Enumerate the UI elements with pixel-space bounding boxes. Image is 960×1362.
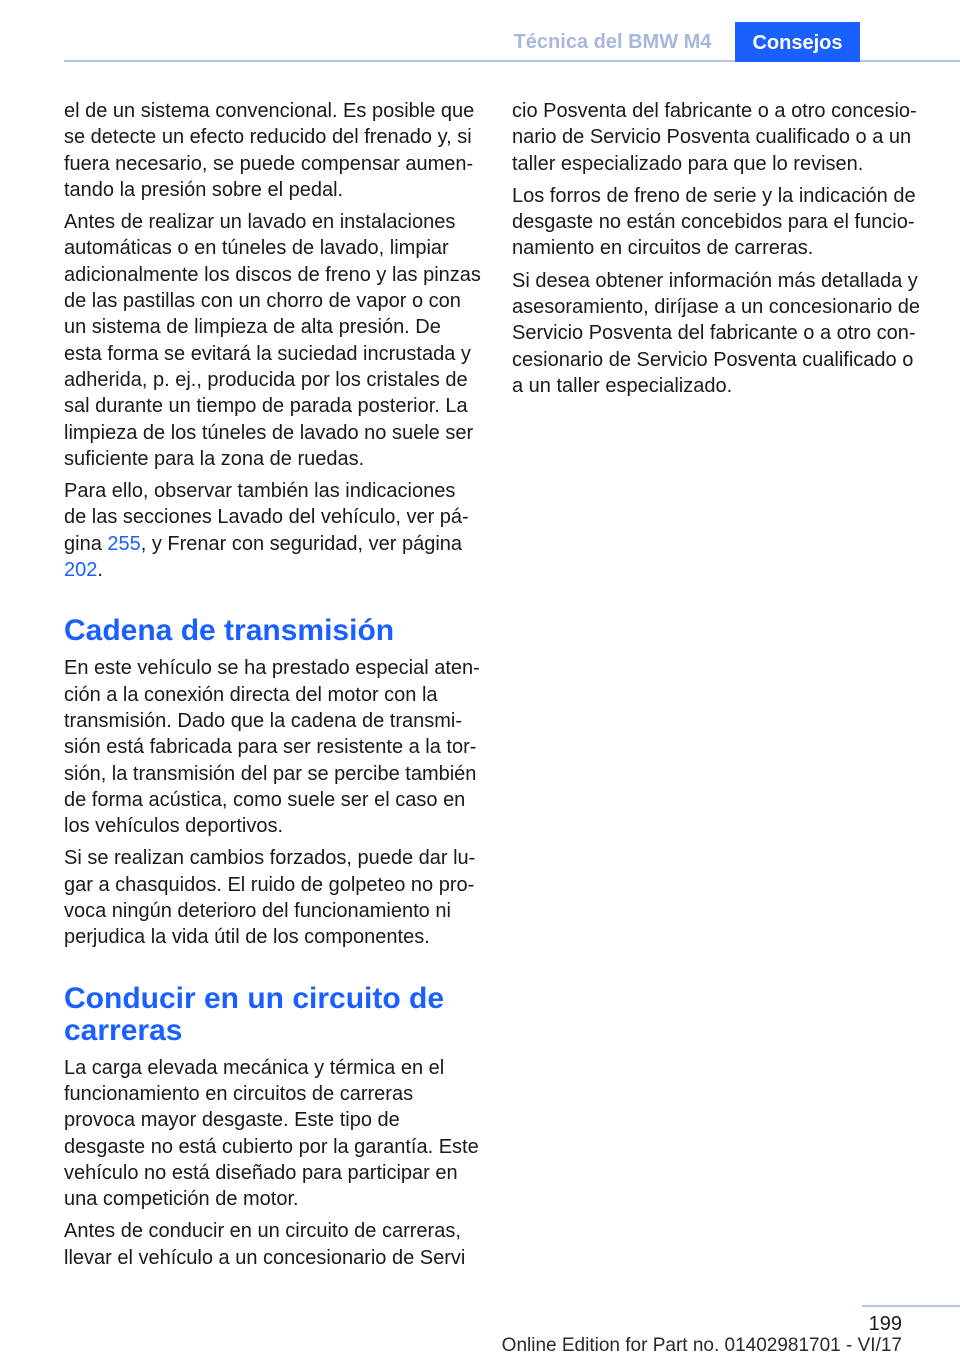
page-link-255[interactable]: 255 <box>107 532 141 555</box>
paragraph-text: . <box>97 559 103 582</box>
page-link-202[interactable]: 202 <box>64 559 98 582</box>
paragraph: Antes de conducir en un circuito de carreras, llevar el vehículo a un concesionario de Servi <box>64 1220 466 1269</box>
paragraph: Si desea obtener información más detallada y asesoramiento, diríjase a un concesionario de Servicio Posventa del fabricante o a otro concesionario de Servicio Posventa cualificado o a un taller especializado. <box>512 269 921 397</box>
paragraph: Los forros de freno de serie y la indicación de desgaste no están concebidos para el funcionamiento en circuitos de carreras. <box>512 184 916 260</box>
paragraph-text: Para ello, observar también las indicaciones de las secciones Lavado del vehículo, ver página <box>64 480 469 555</box>
section-heading: Cadena de transmisión <box>64 614 395 648</box>
edition-note: Online Edition for Part no. 01402981701 - VI/17 <box>501 1335 902 1356</box>
paragraph: Antes de realizar un lavado en instalaciones automáticas o en túneles de lavado, limpiar adicionalmente los discos de freno y las pinzas de las pastillas con un chorro de vapor o con un sistema de limpieza de alta presión. De esta forma se evitará la suciedad incrustada y adherida, p. ej., producida por los cristales de sal durante un tiempo de parada posterior. La limpieza de los túneles de lavado no suele ser suficiente para la zona de ruedas. <box>64 211 481 470</box>
paragraph: La carga elevada mecánica y térmica en el funcionamiento en circuitos de carreras provoca mayor desgaste. Este tipo de desgaste no está cubierto por la garantía. Este vehículo no está diseñado para participar en una competición de motor. <box>64 1056 479 1211</box>
paragraph: En este vehículo se ha prestado especial atención a la conexión directa del motor con la transmisión. Dado que la cadena de transmisión está fabricada para ser resistente a la torsión, la transmisión del par se percibe también de forma acústica, como suele ser el caso en los vehículos deportivos. <box>64 657 480 838</box>
left-column <box>64 98 482 1277</box>
paragraph <box>64 478 482 583</box>
header-chapter-tab: Consejos <box>735 22 860 62</box>
right-column <box>512 98 930 405</box>
paragraph: el de un sistema convencional. Es posible que se detecte un efecto reducido del frenado y, si fuera necesario, se puede compensar aumentando la presión sobre el pedal. <box>64 100 475 201</box>
footer-rule <box>862 1305 960 1307</box>
header-section-title: Técnica del BMW M4 <box>513 31 712 53</box>
paragraph: cio Posventa del fabricante o a otro concesionario de Servicio Posventa cualificado o a un taller especializado para que lo revisen. <box>512 100 917 175</box>
section-heading: Conducir en un circuito de carreras <box>64 981 445 1047</box>
page-number: 199 <box>868 1313 902 1335</box>
paragraph: Si se realizan cambios forzados, puede dar lugar a chasquidos. El ruido de golpeteo no provoca ningún deterioro del funcionamiento ni perjudica la vida útil de los componentes. <box>64 847 476 949</box>
paragraph-text: , y Frenar con seguridad, ver página <box>140 532 463 555</box>
